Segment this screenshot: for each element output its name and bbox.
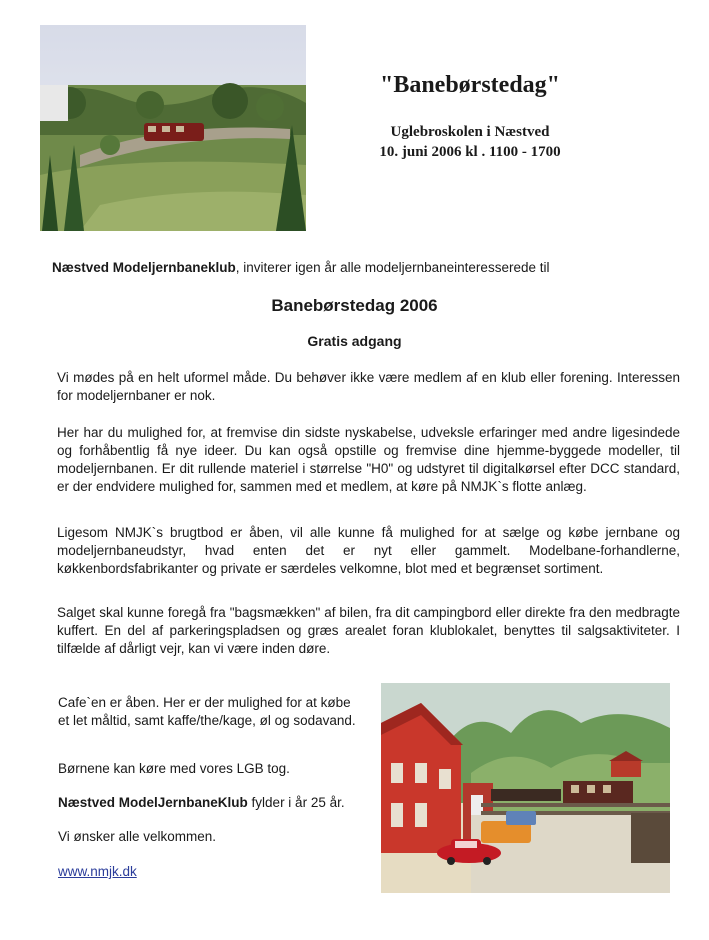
club-name: Næstved Modeljernbaneklub bbox=[52, 260, 236, 275]
anniversary-suffix: fylder i år 25 år. bbox=[247, 795, 345, 810]
admission-note: Gratis adgang bbox=[307, 333, 402, 349]
station-photo bbox=[381, 683, 670, 893]
anniversary-text bbox=[58, 794, 378, 812]
anniversary-club: Næstved ModelJernbaneKlub bbox=[58, 795, 248, 810]
kids-text: Børnene kan køre med vores LGB tog. bbox=[58, 761, 290, 776]
model-railway-photo bbox=[40, 25, 306, 231]
cafe-text: Cafe`en er åben. Her er der mulighed for at købe et let måltid, samt kaffe/the/kage, øl og sodavand. bbox=[58, 695, 356, 728]
welcome-text: Vi ønsker alle velkommen. bbox=[58, 829, 217, 844]
paragraph-sales: Ligesom NMJK`s brugtbod er åben, vil alle kunne få mulighed for at sælge og købe jernbane og modeljernbaneudstyr, hvad enten det er nyt eller gammelt. Modelbane-forhandlerne, køkkenbordsfabrikanter og private er særdeles velkomne, blot med et begrænset sortiment. bbox=[57, 525, 680, 576]
date-time: 10. juni 2006 kl . 1100 - 1700 bbox=[379, 144, 561, 160]
club-website-link[interactable]: www.nmjk.dk bbox=[58, 864, 137, 879]
paragraph-location: Salget skal kunne foregå fra "bagsmækken" af bilen, fra dit campingbord eller direkte fra den medbragte kuffert. En del af parkeringspladsen og græs arealet foran klublokalet, benyttes til salgsaktiviteter. I tilfælde af dårligt vejr, kan vi være inden døre. bbox=[57, 605, 680, 656]
event-name: Banebørstedag 2006 bbox=[271, 296, 438, 315]
intro-text: , inviterer igen år alle modeljernbaneinteresserede til bbox=[235, 260, 550, 275]
paragraph-showcase: Her har du mulighed for, at fremvise din sidste nyskabelse, udveksle erfaringer med andre ligesindede og forhåbentlig få nye ideer. Du kan også opstille og fremvise dine hjemme-byggede modeller, til modeljernbanen. Er dit rullende materiel i størrelse "H0" og udstyret til digitalkørsel efter DCC standard, er der endvidere mulighed for, sammen med et medlem, at køre på NMJK`s flotte anlæg. bbox=[57, 425, 680, 494]
venue: Uglebroskolen i Næstved bbox=[390, 124, 550, 140]
event-details bbox=[330, 122, 610, 162]
poster-title: "Banebørstedag" bbox=[380, 72, 560, 98]
paragraph-informal: Vi mødes på en helt uformel måde. Du behøver ikke være medlem af en klub eller forening. Interessen for modeljernbaner er nok. bbox=[57, 370, 680, 403]
intro-line bbox=[52, 260, 672, 275]
